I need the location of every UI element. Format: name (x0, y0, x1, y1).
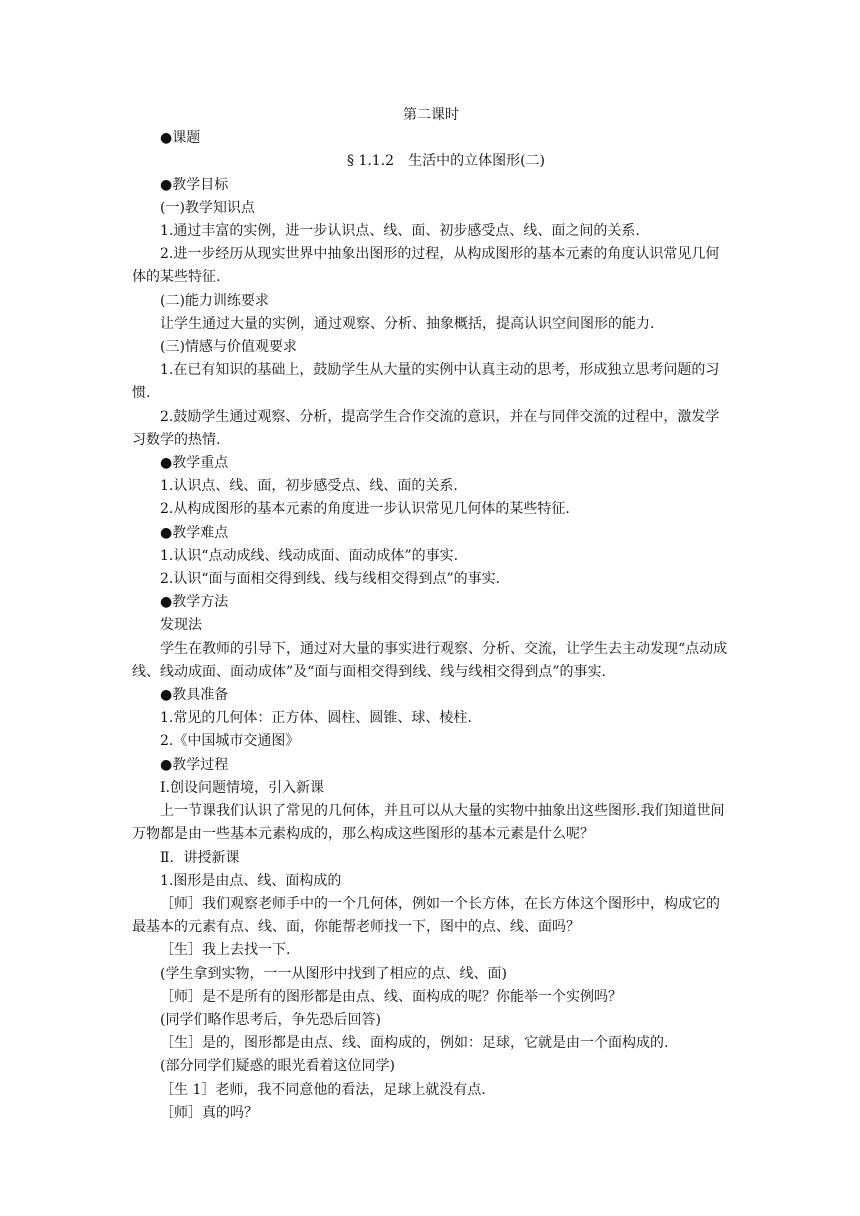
method-name: 发现法 (160, 617, 202, 634)
objectives-heading: ●教学目标 (160, 176, 229, 193)
paragraph: 让学生通过大量的实例，通过观察、分析、抽象概括，提高认识空间图形的能力. (160, 315, 655, 332)
dialog-line: (同学们略作思考后，争先恐后回答) (160, 1011, 381, 1028)
dialog-line: ［师］真的吗？ (160, 1104, 258, 1121)
dialog-line: ［生］我上去找一下. (160, 942, 291, 959)
dialog-line: ［生］是的，图形都是由点、线、面构成的，例如：足球，它就是由一个面构成的. (160, 1035, 669, 1052)
emotion-heading: (三)情感与价值观要求 (160, 339, 297, 356)
step-heading: Ⅰ.创设问题情境，引入新课 (160, 779, 324, 796)
document-page (132, 104, 730, 1125)
paragraph: 2.进一步经历从现实世界中抽象出图形的过程，从构成图形的基本元素的角度认识常见几何体的某些特征. (132, 246, 720, 286)
dialog-line: ［师］是不是所有的图形都是由点、线、面构成的呢？你能举一个实例吗？ (160, 988, 622, 1005)
tools-heading: ●教具准备 (160, 687, 229, 704)
ability-heading: (二)能力训练要求 (160, 292, 269, 309)
dialog-line: ［生 1］老师，我不同意他的看法，足球上就没有点. (160, 1081, 486, 1098)
paragraph: 2.从构成图形的基本元素的角度进一步认识常见几何体的某些特征. (160, 501, 570, 518)
key-points-heading: ●教学重点 (160, 455, 229, 472)
paragraph: 1.在已有知识的基础上，鼓励学生从大量的实例中认真主动的思考，形成独立思考问题的习惯. (132, 362, 720, 402)
dialog-line: (部分同学们疑惑的眼光看着这位同学) (160, 1058, 395, 1075)
process-heading: ●教学过程 (160, 756, 229, 773)
sub-heading: 1.图形是由点、线、面构成的 (160, 872, 342, 889)
paragraph: 2.《中国城市交通图》 (160, 733, 300, 750)
lesson-title: 第二课时 (403, 107, 459, 123)
topic-heading: ●课题 (160, 130, 201, 147)
dialog-line: ［师］我们观察老师手中的一个几何体，例如一个长方体，在长方体这个图形中，构成它的最基本的元素有点、线、面，你能帮老师找一下，图中的点、线、面吗？ (132, 895, 720, 936)
difficulty-heading: ●教学难点 (160, 524, 229, 541)
paragraph: 1.常见的几何体：正方体、圆柱、圆锥、球、棱柱. (160, 710, 472, 727)
knowledge-heading: (一)教学知识点 (160, 199, 255, 216)
paragraph: 1.通过丰富的实例，进一步认识点、线、面、初步感受点、线、面之间的关系. (160, 223, 640, 240)
paragraph: 1.认识点、线、面，初步感受点、线、面的关系. (160, 478, 458, 495)
step-heading: Ⅱ．讲授新课 (160, 849, 240, 866)
paragraph: 学生在教师的引导下，通过对大量的事实进行观察、分析、交流，让学生去主动发现“点动成线、线动成面、面动成体”及“面与面相交得到线、线与线相交得到点”的事实. (132, 640, 728, 680)
paragraph: 上一节课我们认识了常见的几何体，并且可以从大量的实物中抽象出这些图形.我们知道世间万物都是由一些基本元素构成的，那么构成这些图形的基本元素是什么呢？ (132, 803, 725, 843)
method-heading: ●教学方法 (160, 594, 229, 611)
paragraph: 2.认识“面与面相交得到线、线与线相交得到点”的事实. (160, 571, 501, 588)
paragraph: 1.认识“点动成线、线动成面、面动成体”的事实. (160, 547, 459, 564)
dialog-line: (学生拿到实物，一一从图形中找到了相应的点、线、面) (160, 965, 507, 982)
paragraph: 2.鼓励学生通过观察、分析，提高学生合作交流的意识，并在与同伴交流的过程中，激发学习数学的热情. (132, 408, 720, 448)
topic-title: § 1.1.2 生活中的立体图形(二) (347, 153, 545, 170)
